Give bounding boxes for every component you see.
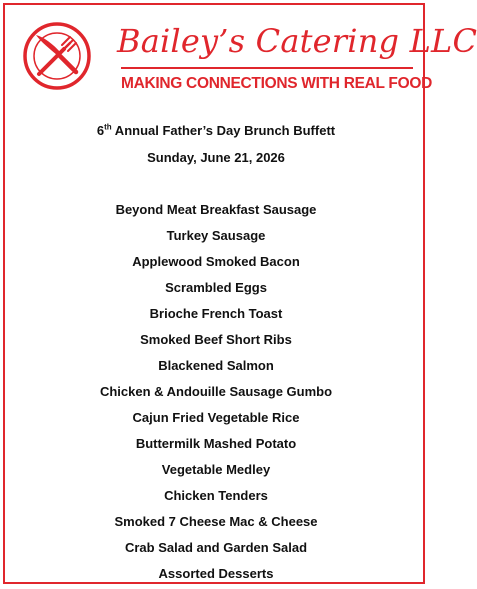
- brand-divider: [121, 67, 413, 69]
- menu-item: Buttermilk Mashed Potato: [135, 436, 297, 451]
- menu-item: Blackened Salmon: [158, 358, 274, 373]
- menu-item: Chicken Tenders: [164, 488, 268, 503]
- fork-and-knife-plate-icon: [22, 21, 92, 91]
- menu-item: Smoked Beef Short Ribs: [140, 332, 292, 347]
- flyer-border: [3, 3, 477, 584]
- brand-name: Bailey’s Catering LLC: [117, 22, 477, 60]
- menu-item: Smoked 7 Cheese Mac & Cheese: [114, 514, 318, 529]
- event-ordinal-suffix: th: [104, 122, 112, 132]
- menu-item: Vegetable Medley: [161, 462, 271, 477]
- catering-logo: [5, 5, 477, 105]
- event-date: Sunday, June 21, 2026: [147, 150, 285, 165]
- menu-item: Beyond Meat Breakfast Sausage: [115, 202, 317, 217]
- event-title-text: Annual Father’s Day Brunch Buffett: [111, 123, 336, 138]
- menu-list: [5, 197, 427, 587]
- menu-item: Brioche French Toast: [149, 306, 283, 321]
- event-title: [5, 123, 427, 139]
- menu-item: Assorted Desserts: [158, 566, 274, 581]
- event-ordinal-number: 6: [96, 123, 105, 138]
- menu-item: Crab Salad and Garden Salad: [124, 540, 308, 555]
- menu-item: Scrambled Eggs: [165, 280, 267, 295]
- menu-item: Chicken & Andouille Sausage Gumbo: [99, 384, 333, 399]
- menu-item: Turkey Sausage: [166, 228, 266, 243]
- brand-tagline: MAKING CONNECTIONS WITH REAL FOOD: [121, 75, 432, 92]
- menu-item: Applewood Smoked Bacon: [132, 254, 300, 269]
- menu-item: Cajun Fried Vegetable Rice: [132, 410, 300, 425]
